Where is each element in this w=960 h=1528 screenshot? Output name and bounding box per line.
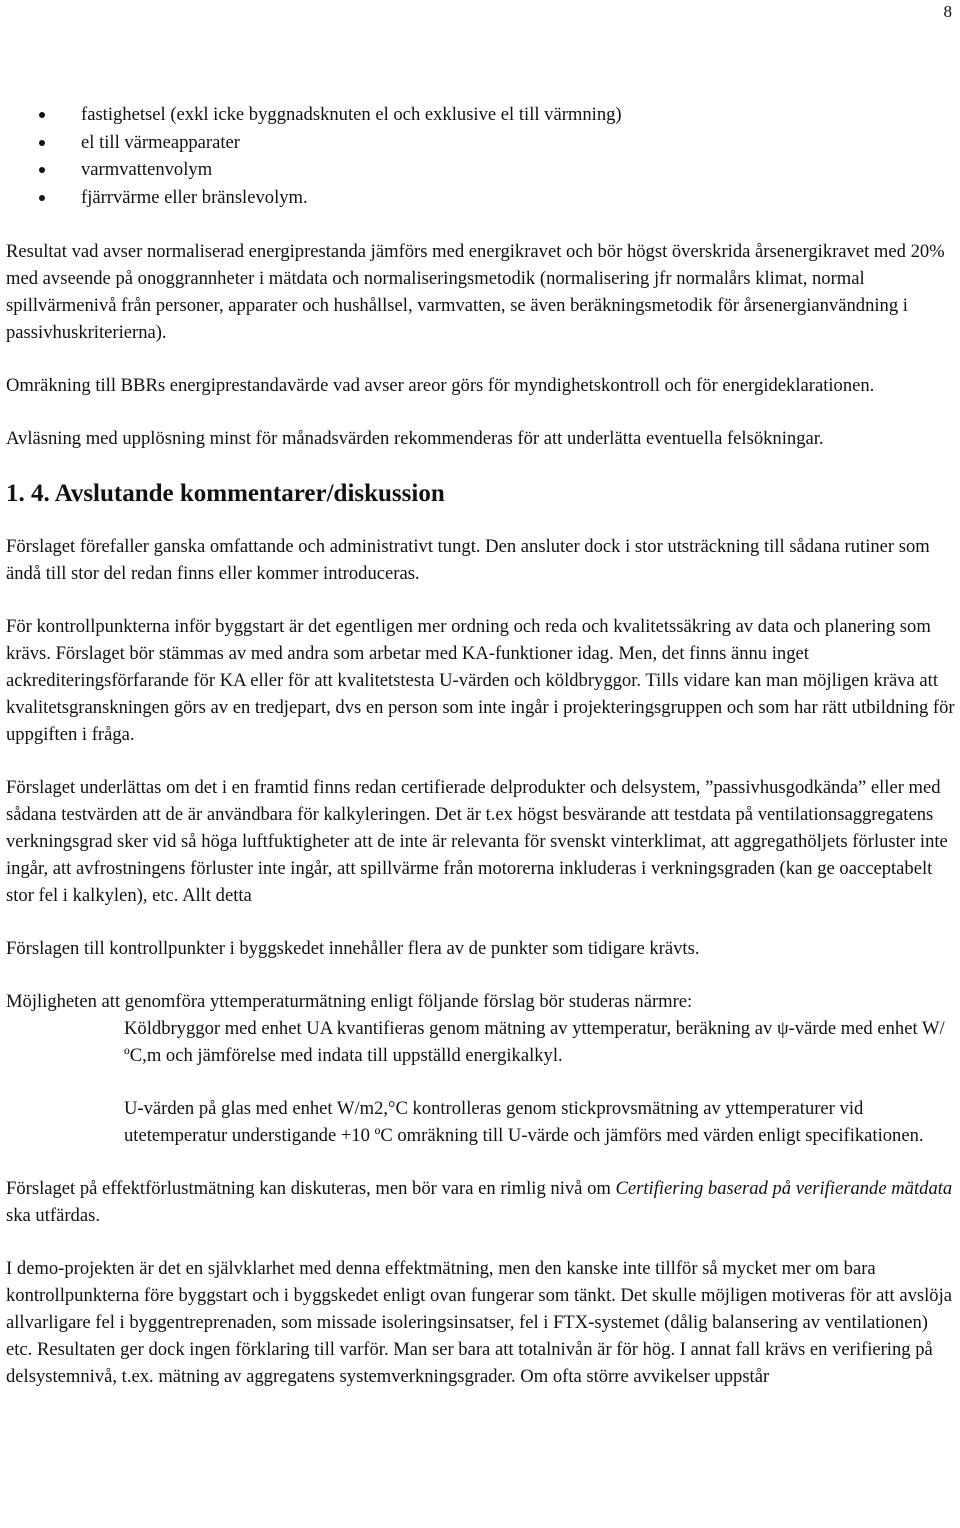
paragraph-bbr-conversion: Omräkning till BBRs energiprestandavärde vad avser areor görs för myndighetskontroll och för energideklarationen. [6,375,875,396]
bullet-list [6,101,958,211]
list-item [6,156,958,184]
paragraph-certified-products: Förslaget underlättas om det i en framtid finns redan certifierade delprodukter och delsystem, ”passivhusgodkända” eller med sådana testvärden att de är användbara för kalkyleringen. Det är t.ex högst besvärande att testdata på ventilationsaggregatens verkningsgrad sker vid så höga luftfuktigheter att de inte är relevanta för svenskt vinterklimat, att aggregathöljets förluster inte ingår, att avfrostningens förluster inte ingår, att spillvärme från motorerna inkluderas i verkningsgraden (kan ge oacceptabelt stor fel i kalkylen), etc. Allt detta [6,777,948,906]
list-item-text: fastighetsel (exkl icke byggnadsknuten el och exklusive el till värmning) [81,104,622,125]
paragraph-thermal-bridges: Köldbryggor med enhet UA kvantifieras genom mätning av yttemperatur, beräkning av ψ-värde med enhet W/ºC,m och jämförelse med indata till uppställd energikalkyl. [124,1018,945,1066]
paragraph-text: Förslaget på effektförlustmätning kan diskuteras, men bör vara en rimlig nivå om [6,1178,616,1199]
section-heading: 1. 4. Avslutande kommentarer/diskussion [6,480,445,507]
bullet-icon [39,195,45,201]
bullet-icon [39,112,45,118]
paragraph-glass-u-values: U-värden på glas med enhet W/m2,°C kontrolleras genom stickprovsmätning av yttemperaturer vid utetemperatur understigande +10 ºC omräkning till U-värde och jämförs med värden enligt specifikationen. [124,1098,924,1146]
paragraph-demo-projects: I demo-projekten är det en självklarhet med denna effektmätning, men den kanske inte tillför så mycket mer om bara kontrollpunkterna före byggstart och i byggskedet enligt ovan fungerar som tänkt. Det skulle möjligen motiveras för att avslöja allvarligare fel i byggentreprenaden, som missade isoleringsinsatser, fel i FTX-systemet (dålig balansering av ventilationen) etc. Resultaten ger dock ingen förklaring till varför. Man ser bara att totalnivån är för hög. I annat fall krävs en verifiering på delsystemnivå, t.ex. mätning av aggregatens systemverkningsgrader. Om ofta större avvikelser uppstår [6,1258,952,1387]
page-number: 8 [943,2,952,21]
paragraph-text: ska utfärdas. [6,1205,100,1226]
paragraph-surface-temperature: Möjligheten att genomföra yttemperaturmätning enligt följande förslag bör studeras närmre: [6,991,693,1012]
paragraph-construction-phase: Förslagen till kontrollpunkter i byggskedet innehåller flera av de punkter som tidigare krävts. [6,938,700,959]
list-item [6,129,958,157]
list-item [6,101,958,129]
paragraph-power-loss-measurement [6,1175,958,1229]
list-item-text: varmvattenvolym [81,159,213,180]
italic-term: Certifiering baserad på verifierande mätdata [615,1178,953,1199]
paragraph-normalized-result: Resultat vad avser normaliserad energiprestanda jämförs med energikravet och bör högst överskrida årsenergikravet med 20% med avseende på onoggrannheter i mätdata och normaliseringsmetodik (normalisering jfr normalårs klimat, normal spillvärmenivå från personer, apparater och hushållsel, varmvatten, se även beräkningsmetodik för årsenergianvändning i passivhuskriterierna). [6,241,945,343]
bullet-icon [39,140,45,146]
list-item-text: el till värmeapparater [81,131,240,153]
paragraph-reading-resolution: Avläsning med upplösning minst för månadsvärden rekommenderas för att underlätta eventuella felsökningar. [6,428,824,449]
bullet-icon [39,167,45,173]
list-item [6,184,958,212]
list-item-text: fjärrvärme eller bränslevolym. [81,186,308,208]
document-body [6,101,958,1390]
paragraph-control-points: För kontrollpunkterna inför byggstart är det egentligen mer ordning och reda och kvalitetssäkring av data och planering som krävs. Förslaget bör stämmas av med andra som arbetar med KA-funktioner idag. Men, det finns ännu inget ackrediteringsförfarande för KA eller för att kvalitetstesta U-värden och köldbryggor. Tills vidare kan man möjligen kräva att kvalitetsgranskningen görs av en tredjepart, dvs en person som inte ingår i projekteringsgruppen och som har rätt utbildning för uppgiften i fråga. [6,616,955,745]
paragraph-proposal-assessment: Förslaget förefaller ganska omfattande och administrativt tungt. Den ansluter dock i stor utsträckning till sådana rutiner som ändå till stor del redan finns eller kommer introduceras. [6,536,930,584]
